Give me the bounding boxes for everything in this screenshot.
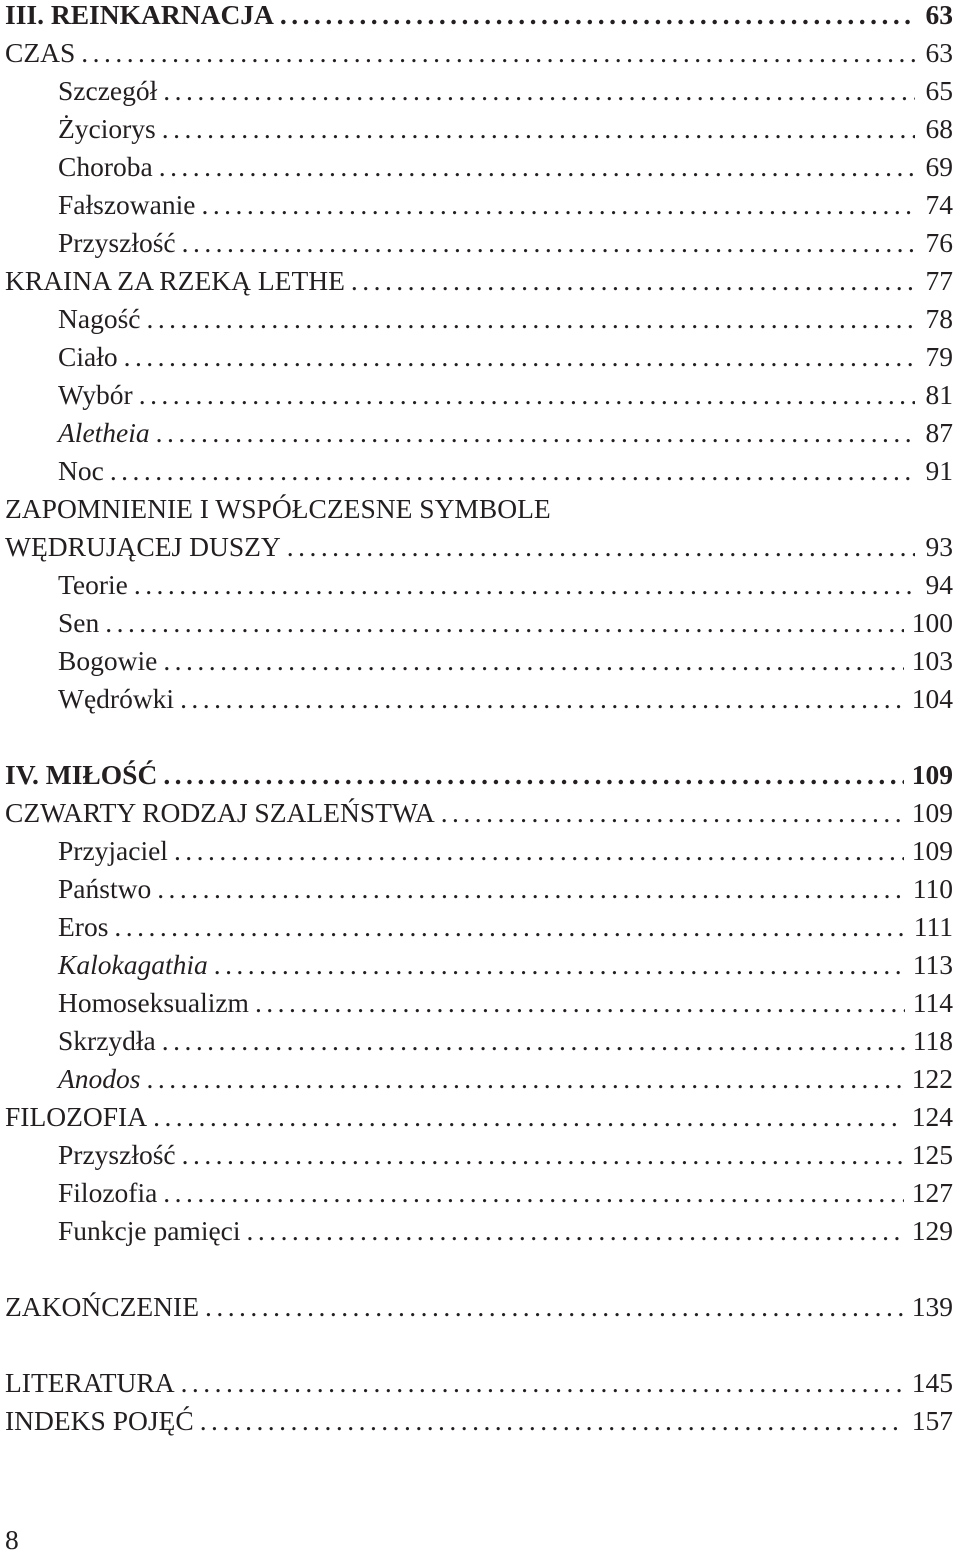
- dot-leader: [280, 0, 915, 34]
- toc-entry-page-number: 110: [912, 873, 953, 904]
- toc-entry[interactable]: [5, 300, 953, 338]
- toc-entry-page-number: 104: [911, 683, 953, 714]
- toc-entry[interactable]: [5, 1098, 953, 1136]
- dot-leader: [201, 186, 915, 224]
- toc-entry[interactable]: [5, 186, 953, 224]
- dot-leader: [255, 984, 905, 1022]
- toc-entry-title: Nagość: [58, 303, 141, 334]
- toc-entry-page-number: 145: [911, 1367, 953, 1398]
- toc-entry[interactable]: [5, 680, 953, 718]
- toc-entry[interactable]: [5, 262, 953, 300]
- dot-leader: [182, 224, 915, 262]
- toc-entry-title: Życiorys: [58, 113, 156, 144]
- toc-entry[interactable]: [5, 1174, 953, 1212]
- toc-entry[interactable]: [5, 224, 953, 262]
- toc-entry[interactable]: [5, 148, 953, 186]
- toc-entry-page-number: 109: [911, 797, 953, 828]
- toc-entry[interactable]: [5, 946, 953, 984]
- toc-entry[interactable]: [5, 832, 953, 870]
- toc-entry[interactable]: [5, 984, 953, 1022]
- toc-entry-title: WĘDRUJĄCEJ DUSZY: [5, 531, 281, 562]
- dot-leader: [162, 110, 915, 148]
- toc-entry-title: Funkcje pamięci: [58, 1215, 241, 1246]
- toc-entry-title: Skrzydła: [58, 1025, 156, 1056]
- toc-entry-title: INDEKS POJĘĆ: [5, 1405, 194, 1436]
- toc-entry[interactable]: [5, 376, 953, 414]
- toc-entry[interactable]: [5, 528, 953, 566]
- toc-entry-page-number: 78: [925, 303, 953, 334]
- dot-leader: [153, 1098, 904, 1136]
- toc-entry-title: IV. MIŁOŚĆ: [5, 759, 158, 790]
- toc-entry-title: Wybór: [58, 379, 133, 410]
- dot-leader: [351, 262, 915, 300]
- toc-entry-title: ZAPOMNIENIE I WSPÓŁCZESNE SYMBOLE: [5, 493, 551, 524]
- toc-entry[interactable]: [5, 756, 953, 794]
- dot-leader: [147, 1060, 904, 1098]
- toc-entry-page-number: 81: [925, 379, 953, 410]
- toc-entry-title: Homoseksualizm: [58, 987, 249, 1018]
- toc-entry-page-number: 125: [911, 1139, 953, 1170]
- toc-entry-page-number: 65: [925, 75, 953, 106]
- toc-entry-page-number: 118: [912, 1025, 953, 1056]
- toc-entry-title: Choroba: [58, 151, 153, 182]
- toc-entry[interactable]: [5, 110, 953, 148]
- toc-entry-page-number: 91: [925, 455, 953, 486]
- dot-leader: [163, 756, 903, 794]
- toc-entry-page-number: 77: [925, 265, 953, 296]
- toc-entry-page-number: 63: [925, 0, 953, 30]
- dot-leader: [81, 34, 915, 72]
- dot-leader: [247, 1212, 904, 1250]
- toc-entry-title: CZAS: [5, 37, 76, 68]
- toc-entry[interactable]: [5, 1364, 953, 1402]
- dot-leader: [110, 452, 915, 490]
- toc-entry-title: Anodos: [58, 1063, 141, 1094]
- toc-entry[interactable]: [5, 0, 953, 34]
- dot-leader: [182, 1136, 904, 1174]
- dot-leader: [180, 680, 904, 718]
- toc-entry-page-number: 127: [911, 1177, 953, 1208]
- toc-entry-page-number: 100: [911, 607, 953, 638]
- toc-entry-page-number: 87: [925, 417, 953, 448]
- toc-entry-title: Państwo: [58, 873, 152, 904]
- dot-leader: [181, 1364, 904, 1402]
- table-of-contents: [5, 0, 953, 1440]
- toc-entry-title: CZWARTY RODZAJ SZALEŃSTWA: [5, 797, 435, 828]
- toc-entry-title: Noc: [58, 455, 104, 486]
- toc-entry-title: FILOZOFIA: [5, 1101, 148, 1132]
- toc-entry[interactable]: [5, 642, 953, 680]
- dot-leader: [200, 1402, 904, 1440]
- toc-entry-page-number: 109: [911, 759, 953, 790]
- toc-entry-page-number: 68: [925, 113, 953, 144]
- toc-entry[interactable]: [5, 34, 953, 72]
- toc-entry-page-number: 157: [911, 1405, 953, 1436]
- dot-leader: [163, 72, 915, 110]
- toc-entry-title: Szczegół: [58, 75, 158, 106]
- dot-leader: [114, 908, 905, 946]
- dot-leader: [146, 300, 915, 338]
- toc-entry-page-number: 111: [913, 911, 953, 942]
- toc-entry-title: KRAINA ZA RZEKĄ LETHE: [5, 265, 345, 296]
- dot-leader: [105, 604, 904, 642]
- toc-entry-page-number: 79: [925, 341, 953, 372]
- dot-leader: [174, 832, 904, 870]
- toc-entry[interactable]: [5, 1060, 953, 1098]
- dot-leader: [157, 870, 905, 908]
- dot-leader: [124, 338, 915, 376]
- toc-entry[interactable]: [5, 452, 953, 490]
- dot-leader: [156, 414, 915, 452]
- toc-entry-title: Kalokagathia: [58, 949, 208, 980]
- dot-leader: [134, 566, 915, 604]
- toc-entry-page-number: 74: [925, 189, 953, 220]
- toc-entry-title: Sen: [58, 607, 100, 638]
- toc-entry-title: Przyszłość: [58, 1139, 176, 1170]
- toc-entry-title: III. REINKARNACJA: [5, 0, 274, 30]
- toc-entry[interactable]: [5, 1212, 953, 1250]
- page-number: 8: [5, 1524, 19, 1555]
- toc-entry[interactable]: [5, 1402, 953, 1440]
- toc-entry-page-number: 94: [925, 569, 953, 600]
- toc-entry-page-number: 122: [911, 1063, 953, 1094]
- toc-entry-page-number: 109: [911, 835, 953, 866]
- toc-entry-page-number: 139: [911, 1291, 953, 1322]
- toc-entry-title: Przyszłość: [58, 227, 176, 258]
- toc-entry-title: ZAKOŃCZENIE: [5, 1291, 199, 1322]
- toc-entry[interactable]: [5, 414, 953, 452]
- toc-entry-title: LITERATURA: [5, 1367, 175, 1398]
- toc-entry[interactable]: [5, 1022, 953, 1060]
- toc-entry-page-number: 93: [925, 531, 953, 562]
- toc-entry[interactable]: [5, 1288, 953, 1326]
- toc-entry-page-number: 69: [925, 151, 953, 182]
- toc-entry-page-number: 113: [912, 949, 953, 980]
- toc-entry-title: Filozofia: [58, 1177, 158, 1208]
- toc-entry-page-number: 103: [911, 645, 953, 676]
- dot-leader: [205, 1288, 904, 1326]
- toc-entry-title: Teorie: [58, 569, 128, 600]
- toc-entry-page-number: 76: [925, 227, 953, 258]
- dot-leader: [163, 642, 903, 680]
- toc-entry[interactable]: [5, 72, 953, 110]
- toc-entry-title: Wędrówki: [58, 683, 175, 714]
- toc-entry[interactable]: [5, 908, 953, 946]
- toc-entry[interactable]: [5, 604, 953, 642]
- toc-entry[interactable]: [5, 794, 953, 832]
- toc-entry-title: Bogowie: [58, 645, 158, 676]
- toc-entry-page-number: 114: [912, 987, 953, 1018]
- toc-entry[interactable]: [5, 870, 953, 908]
- toc-entry-title: Eros: [58, 911, 109, 942]
- dot-leader: [214, 946, 905, 984]
- dot-leader: [441, 794, 904, 832]
- dot-leader: [163, 1174, 903, 1212]
- toc-entry-page-number: 129: [911, 1215, 953, 1246]
- dot-leader: [139, 376, 915, 414]
- toc-entry[interactable]: [5, 566, 953, 604]
- toc-entry[interactable]: [5, 338, 953, 376]
- toc-entry[interactable]: [5, 1136, 953, 1174]
- dot-leader: [162, 1022, 905, 1060]
- toc-entry-title: Ciało: [58, 341, 118, 372]
- toc-entry-page-number: 124: [911, 1101, 953, 1132]
- toc-entry-title: Aletheia: [58, 417, 150, 448]
- toc-entry-title: Przyjaciel: [58, 835, 168, 866]
- toc-entry[interactable]: [5, 490, 953, 528]
- toc-entry-page-number: 63: [925, 37, 953, 68]
- toc-entry-title: Fałszowanie: [58, 189, 196, 220]
- dot-leader: [287, 528, 915, 566]
- dot-leader: [159, 148, 915, 186]
